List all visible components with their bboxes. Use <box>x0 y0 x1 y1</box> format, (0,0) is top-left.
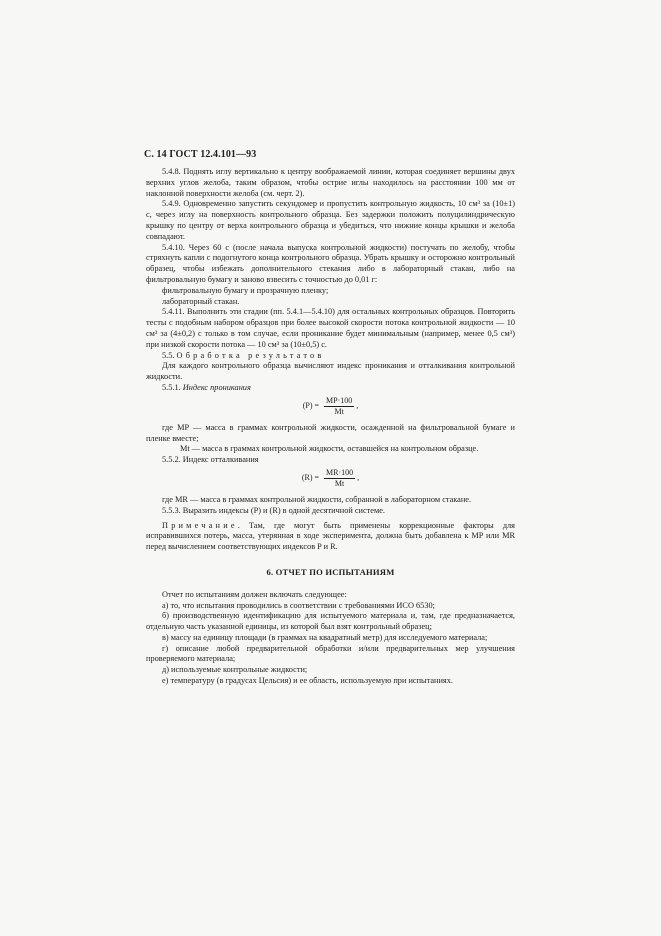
paragraph-5-5: Для каждого контрольного образца вычисляют индекс проникания и отталкивания контрольной жидкости. <box>146 361 515 382</box>
formula-tail: , <box>356 400 359 410</box>
formula-where-2: Mt — масса в граммах контрольной жидкости, оставшейся на контрольном образце. <box>180 444 479 454</box>
section-6-title: 6. ОТЧЕТ ПО ИСПЫТАНИЯМ <box>266 566 395 577</box>
list-item: е) температуру (в градусах Цельсия) и ее область, используемую при испытаниях. <box>162 676 453 686</box>
section-5-5-heading <box>146 351 515 362</box>
formula-where-3: где MR — масса в граммах контрольной жидкости, собранной в лабораторном стакане. <box>162 494 472 504</box>
formula-denominator: Mt <box>334 406 344 416</box>
paragraph-5-5-1 <box>146 383 515 394</box>
note-label: Примечание <box>162 520 238 530</box>
formula-where-1: где MP — масса в граммах контрольной жидкости, осажденной на фильтровальной бумаге и пленке вместе; <box>146 422 515 443</box>
formula-denominator: Mt <box>334 478 345 488</box>
page-header: С. 14 ГОСТ 12.4.101—93 <box>144 149 257 160</box>
section-number: 5.5. <box>162 350 175 360</box>
formula-fraction <box>324 468 355 489</box>
list-item: а) то, что испытания проводились в соответствии с требованиями ИСО 6530; <box>162 600 435 610</box>
formula-lhs: (P) = <box>302 400 320 410</box>
paragraph-5-4-11: 5.4.11. Выполнить эти стадии (пп. 5.4.1—5.4.10) для остальных контрольных образцов. Повторить тесты с подобным набором образцов при более высокой скорости потока контрольной жидкости — 10 см³ за (4±0,2) с только в том случае, если проникание будет минимальным (например, менее 0,5 см³) при низкой скорости потока — 10 см³ за (10±0,5) с. <box>146 307 515 349</box>
formula-lhs: (R) = <box>301 473 320 483</box>
section-title: Обработка результатов <box>176 350 325 360</box>
paragraph-5-4-9: 5.4.9. Одновременно запустить секундомер и пропустить контрольную жидкость, 10 см³ за (10±1) с, через иглу на поверхность контрольного образца. Без задержки положить полуцилиндрическую крышку по центру от верха контрольного образца и убедиться, что нижние концы крышки и желоба совпадают. <box>146 199 515 241</box>
list-item: фильтровальную бумагу и прозрачную пленку; <box>162 285 329 295</box>
list-item: д) используемые контрольные жидкости; <box>162 665 308 675</box>
subsection-title: Индекс проникания <box>182 382 251 392</box>
formula-numerator: MR·100 <box>326 467 354 477</box>
list-item: в) массу на единицу площади (в граммах на квадратный метр) для исследуемого материала; <box>162 632 488 642</box>
list-item: б) производственную идентификацию для испытуемого материала и, там, где предназначается, отдельную часть указанной единицы, из которой был взят контрольный образец; <box>146 611 515 632</box>
paragraph-5-5-2: 5.5.2. Индекс отталкивания <box>162 455 259 465</box>
note <box>146 521 515 553</box>
section-number: 5.5.1. <box>162 382 181 392</box>
list-item: лабораторный стакан. <box>162 296 240 306</box>
formula-penetration-index <box>146 396 515 418</box>
paragraph-5-4-8: 5.4.8. Поднять иглу вертикально к центру воображаемой линии, которая соединяет вершины двух верхних углов желоба, таким образом, чтобы острие иглы находилось на расстоянии 100 мм от наклонной поверхности желоба (см. черт. 2). <box>146 167 515 198</box>
list-item: г) описание любой предварительной обработки и/или предварительных мер улучшения проверяемого материала; <box>146 643 515 664</box>
formula-tail: , <box>357 473 360 483</box>
formula-repellency-index <box>146 468 515 490</box>
formula-fraction <box>324 396 354 417</box>
note-text: . Там, где могут быть применены коррекционные факторы для исправившихся потерь, масса, утерянная в ходе эксперимента, должна быть добавлена к MP или MR перед вычислением соответствующих индексов P и R. <box>146 520 515 552</box>
paragraph-5-5-3: 5.5.3. Выразить индексы (P) и (R) в одной десятичной системе. <box>162 505 385 515</box>
paragraph-5-4-10: 5.4.10. Через 60 с (после начала выпуска контрольной жидкости) постучать по желобу, чтобы стряхнуть капли с подогнутого конца контрольного образца. Убрать крышку и осторожно контрольный образец, чтобы избежать дополнительного стекания либо в лабораторный стакан, либо на фильтровальную бумагу и заново взвесить с точностью до 0,01 г: <box>146 242 515 284</box>
document-body <box>146 167 515 687</box>
section-6-intro: Отчет по испытаниям должен включать следующее: <box>162 589 347 599</box>
formula-numerator: MP·100 <box>326 395 353 405</box>
